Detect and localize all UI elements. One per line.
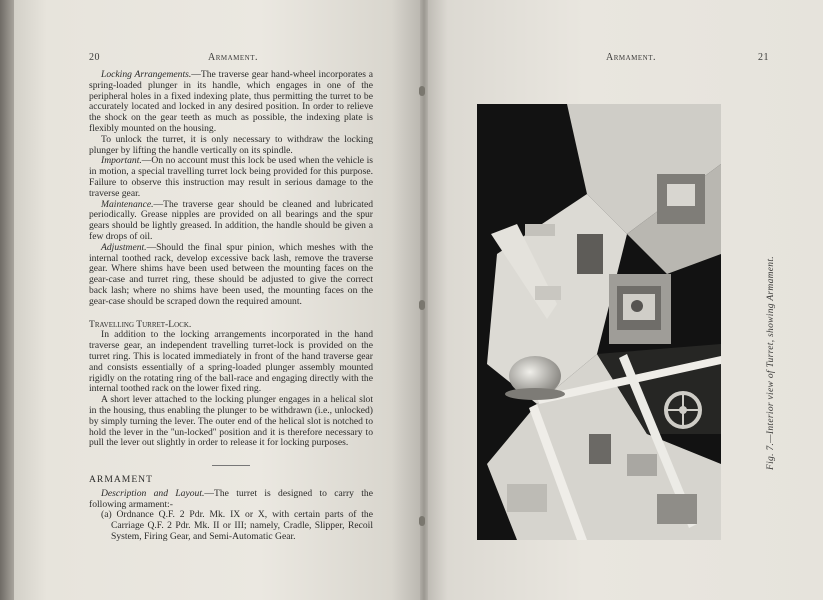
important-body: —On no account must this lock be used when the vehicle is in motion, a special travelling turret lock being provided for this purpose. Failure to observe this instruction may result in serious damage to the traverse gear. [89, 155, 373, 199]
maintenance-heading: Maintenance. [101, 198, 154, 210]
book-edge [0, 0, 14, 600]
section-divider [212, 465, 250, 466]
locking-body: —The traverse gear hand-wheel incorporates a spring-loaded plunger in its handle, which engages in one of the peripheral holes in a fixed indexing plate, thus permitting the turret to be accurately located and locked in any desired position. In order to relieve the shock on the gear teeth as much as possible, the indexing plate is flexibly mounted on the housing. [89, 69, 374, 134]
paragraph-adjustment [89, 243, 373, 308]
armament-list-item: (a) Ordnance Q.F. 2 Pdr. Mk. IX or X, with certain parts of the Carriage Q.F. 2 Pdr. Mk. II or III; namely, Cradle, Slipper, Recoil System, Firing Gear, and Semi-Automatic Gear. [101, 509, 373, 543]
left-running-head: Armament. [208, 52, 259, 63]
binding-hole [419, 300, 425, 310]
turret-interior-photograph-icon [477, 104, 721, 540]
paragraph-turret-lock: In addition to the locking arrangements incorporated in the hand traverse gear, an independent travelling turret-lock is provided on the turret ring. This is located immediately in front of the hand traverse gear and consists essentially of a spring-loaded plunger assembly mounted rigidly on the rotating ring of the ball-race and engaging directly with the internal toothed rack on the lower fixed ring. [89, 329, 373, 395]
description-heading: Description and Layout. [101, 487, 205, 499]
locking-heading: Locking Arrangements. [101, 69, 192, 80]
adjustment-heading: Adjustment. [101, 241, 147, 253]
adjustment-body: —Should the final spur pinion, which meshes with the internal toothed rack, develop excessive back lash, remove the traverse gear. Where shims have been used between the mounting faces on the gear-case and turret ring, these should be adjusted to give the correct back lash; where no shims have been used, the mounting faces on the gear-case should be scraped down the required amount. [89, 241, 373, 307]
paragraph-description [89, 489, 373, 511]
paragraph-important [89, 156, 373, 199]
paragraph-maintenance [89, 200, 373, 243]
right-running-head: Armament. [606, 52, 657, 63]
left-page-text [89, 70, 373, 543]
maintenance-body: —The traverse gear should be cleaned and lubricated periodically. Grease nipples are provided on all bearings and the spur gears should be lightly greased. In addition, the handle should be given a few drops of oil. [89, 198, 373, 242]
turret-interior-photo [477, 104, 721, 540]
armament-heading: ARMAMENT [89, 474, 153, 486]
binding-hole [419, 516, 425, 526]
left-page-number: 20 [89, 52, 100, 63]
important-heading: Important. [101, 155, 142, 167]
binding-hole [419, 86, 425, 96]
paragraph-unlock: To unlock the turret, it is only necessary to withdraw the locking plunger by lifting the handle vertically on its spindle. [89, 133, 373, 156]
paragraph-locking [89, 70, 373, 135]
section-heading-turret-lock: Travelling Turret-Lock. [89, 318, 192, 330]
figure-caption [766, 210, 780, 470]
paragraph-short-lever: A short lever attached to the locking plunger engages in a helical slot in the housing, thus enabling the plunger to be withdrawn (i.e., unlocked) by simply turning the lever. The outer end of the helical slot is notched to hold the lever in the ''un-locked'' position and it is therefore necessary to pull the lever out slightly in order to release it for locking purposes. [89, 394, 373, 449]
figure-caption-text: Fig. 7.—Interior view of Turret, showing Armament. [766, 256, 776, 470]
right-page-number: 21 [758, 52, 769, 63]
description-body: —The turret is designed to carry the following armament:- [89, 487, 373, 510]
